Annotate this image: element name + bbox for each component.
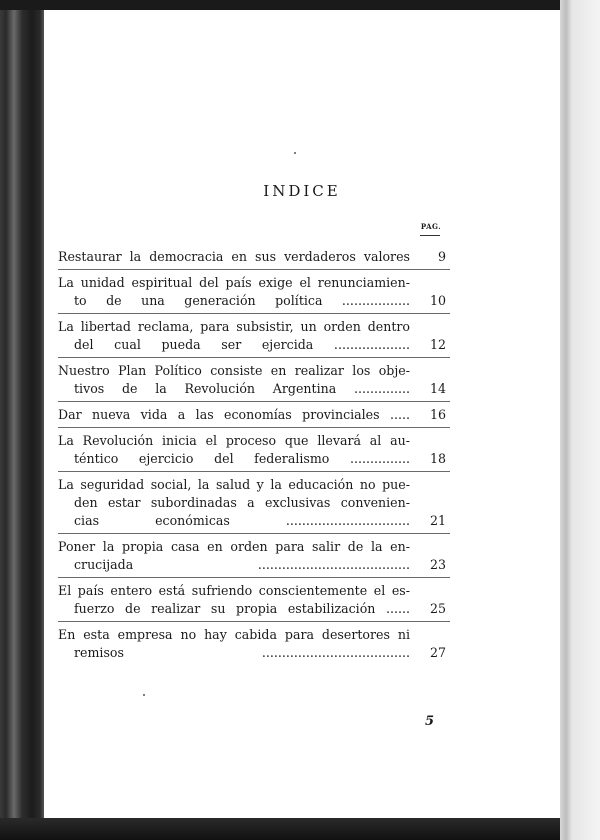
binding-shadow: [0, 0, 44, 840]
toc-entry-line: den estar subordinadas a exclusivas convenien-: [74, 495, 410, 510]
speck: [294, 152, 296, 154]
entry-divider: [58, 427, 450, 428]
page-title: INDICE: [263, 182, 341, 200]
toc-entry: [58, 538, 446, 574]
toc-entry: [58, 318, 446, 354]
toc-entry-page: 16: [429, 407, 446, 422]
bottom-border: [0, 818, 560, 840]
toc-entry-line: La unidad espiritual del país exige el renunciamien-: [58, 275, 410, 290]
toc-entry-page: 21: [429, 513, 446, 528]
toc-entry: [58, 626, 446, 662]
toc-entry-page: 12: [429, 337, 446, 352]
toc-entry-line: El país entero está sufriendo conscientemente el es-: [58, 583, 410, 598]
page-edge: [560, 0, 600, 840]
entry-divider: [58, 269, 450, 270]
toc-entry: [58, 248, 446, 266]
entry-divider: [58, 621, 450, 622]
toc-entry-line: del cual pueda ser ejercida ...................: [74, 337, 410, 352]
toc-entry: [58, 476, 446, 530]
toc-entry-page: 25: [429, 601, 446, 616]
toc-entry-page: 18: [429, 451, 446, 466]
toc-entry-line: tivos de la Revolución Argentina ..............: [74, 381, 410, 396]
toc-entry-line: remisos .....................................: [74, 645, 410, 660]
toc-entry-line: En esta empresa no hay cabida para desertores ni: [58, 627, 410, 642]
page-column-rule: [420, 235, 440, 236]
toc-entry-line: Dar nueva vida a las economías provinciales .....: [58, 407, 410, 422]
entry-divider: [58, 471, 450, 472]
toc-entry-page: 10: [429, 293, 446, 308]
entry-divider: [58, 577, 450, 578]
toc-entry-page: 23: [429, 557, 446, 572]
entry-divider: [58, 357, 450, 358]
entry-divider: [58, 401, 450, 402]
toc-entry-line: cias económicas ...............................: [74, 513, 410, 528]
toc-entry: [58, 406, 446, 424]
toc-entry: [58, 274, 446, 310]
toc-entry-page: 14: [429, 381, 446, 396]
toc-entry-page: 9: [437, 249, 446, 264]
toc-entry: [58, 582, 446, 618]
top-border: [0, 0, 560, 10]
toc-entry-line: crucijada ......................................: [74, 557, 410, 572]
speck: [143, 694, 145, 696]
page-number: 5: [424, 714, 434, 729]
table-of-contents: [58, 248, 446, 669]
entry-divider: [58, 313, 450, 314]
toc-entry-page: 27: [429, 645, 446, 660]
entry-divider: [58, 533, 450, 534]
toc-entry-line: La seguridad social, la salud y la educación no pue-: [58, 477, 410, 492]
book-page: [44, 10, 560, 818]
toc-entry-line: to de una generación política .................: [74, 293, 410, 308]
toc-entry-line: La libertad reclama, para subsistir, un orden dentro: [58, 319, 410, 334]
toc-entry-line: Nuestro Plan Político consiste en realizar los obje-: [58, 363, 410, 378]
toc-entry: [58, 362, 446, 398]
toc-entry-line: téntico ejercicio del federalismo ...............: [74, 451, 410, 466]
toc-entry-line: Restaurar la democracia en sus verdaderos valores: [58, 249, 410, 264]
page-column-label: PAG.: [420, 222, 442, 231]
toc-entry-line: La Revolución inicia el proceso que llevará al au-: [58, 433, 410, 448]
toc-entry-line: Poner la propia casa en orden para salir de la en-: [58, 539, 410, 554]
toc-entry: [58, 432, 446, 468]
toc-entry-line: fuerzo de realizar su propia estabilización ......: [74, 601, 410, 616]
